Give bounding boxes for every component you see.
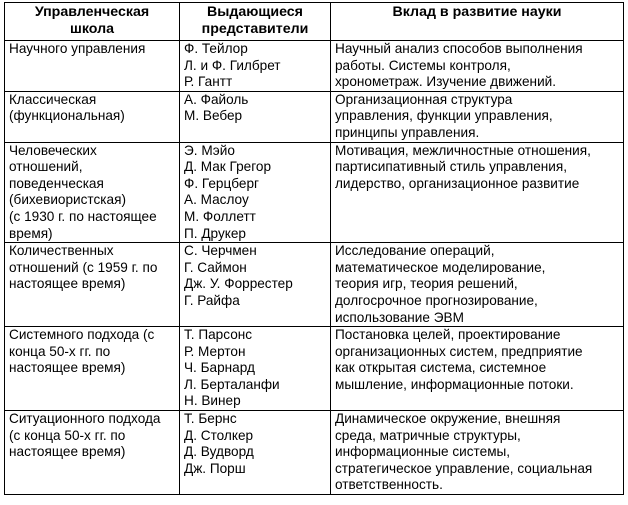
header-representatives: Выдающиеся представители: [180, 3, 331, 41]
contribution-cell: Динамическое окружение, внешняя среда, матричные структуры, информационные системы, стратегическое управление, социальная ответственность.: [331, 411, 624, 495]
representatives-cell: С. Черчмен Г. Саймон Дж. У. Форрестер Г. Райфа: [180, 243, 331, 327]
header-school: Управленческая школа: [5, 3, 180, 41]
header-contribution: Вклад в развитие науки: [331, 3, 624, 41]
representatives-cell: Ф. Тейлор Л. и Ф. Гилбрет Р. Гантт: [180, 41, 331, 92]
table-row: [5, 41, 624, 92]
table-row: [5, 327, 624, 411]
contribution-cell: Организационная структура управления, функции управления, принципы управления.: [331, 91, 624, 142]
school-cell: Ситуационного подхода (с конца 50-х гг. по настоящее время): [5, 411, 180, 495]
school-cell: Классическая (функциональная): [5, 91, 180, 142]
school-cell: Системного подхода (с конца 50-х гг. по настоящее время): [5, 327, 180, 411]
representatives-cell: Т. Бернс Д. Столкер Д. Вудворд Дж. Порш: [180, 411, 331, 495]
representatives-cell: Э. Мэйо Д. Мак Грегор Ф. Герцберг А. Маслоу М. Фоллетт П. Друкер: [180, 142, 331, 243]
table-row: [5, 243, 624, 327]
representatives-cell: А. Файоль М. Вебер: [180, 91, 331, 142]
school-cell: Научного управления: [5, 41, 180, 92]
school-cell: Человеческих отношений, поведенческая (бихевиористская) (с 1930 г. по настоящее время): [5, 142, 180, 243]
table-row: [5, 411, 624, 495]
header-row: [5, 3, 624, 41]
management-schools-table: [4, 2, 624, 495]
contribution-cell: Мотивация, межличностные отношения, партисипативный стиль управления, лидерство, организационное развитие: [331, 142, 624, 243]
representatives-cell: Т. Парсонс Р. Мертон Ч. Барнард Л. Берталанфи Н. Винер: [180, 327, 331, 411]
school-cell: Количественных отношений (с 1959 г. по настоящее время): [5, 243, 180, 327]
contribution-cell: Научный анализ способов выполнения работы. Системы контроля, хронометраж. Изучение движений.: [331, 41, 624, 92]
table-row: [5, 142, 624, 243]
table-row: [5, 91, 624, 142]
contribution-cell: Исследование операций, математическое моделирование, теория игр, теория решений, долгосрочное прогнозирование, использование ЭВМ: [331, 243, 624, 327]
contribution-cell: Постановка целей, проектирование организационных систем, предприятие как открытая система, системное мышление, информационные потоки.: [331, 327, 624, 411]
